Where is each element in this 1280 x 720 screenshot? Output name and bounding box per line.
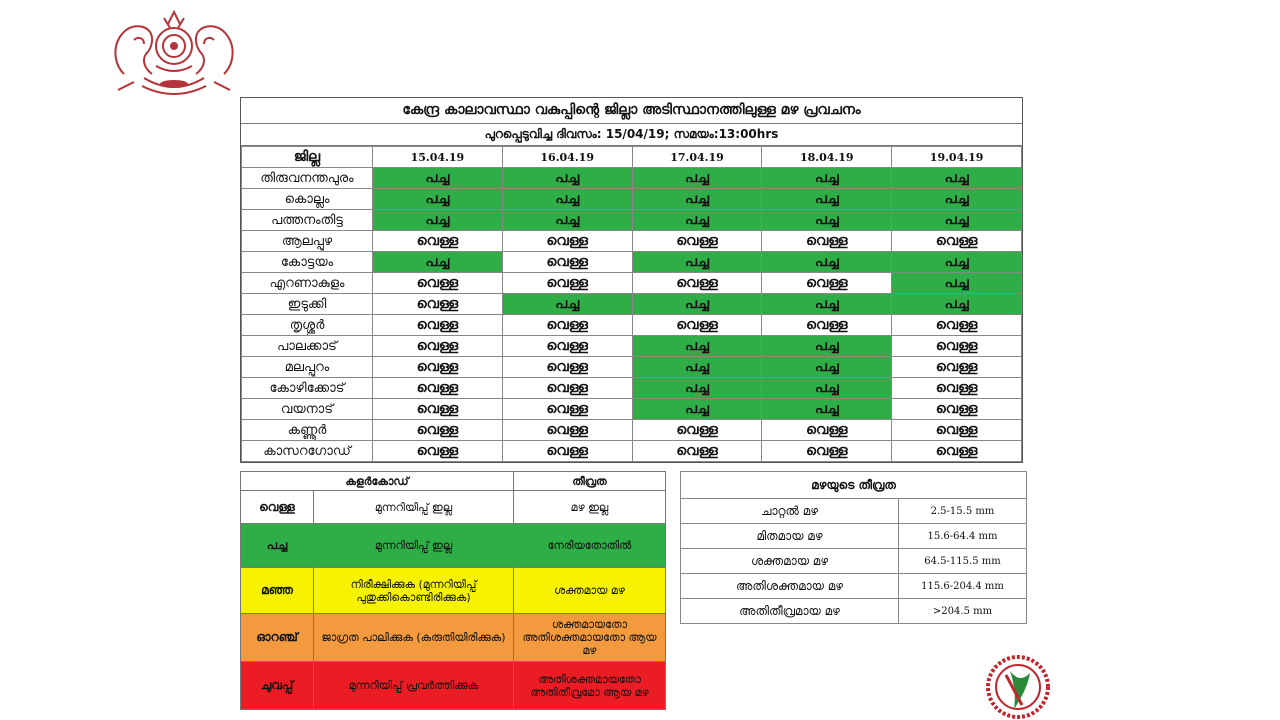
published-info: പുറപ്പെടുവിച്ച ദിവസം: 15/04/19; സമയം:13:00hrs: [241, 124, 1022, 146]
forecast-cell: പച്ച: [762, 399, 892, 420]
forecast-cell: പച്ച: [632, 294, 762, 315]
forecast-cell: പച്ച: [502, 189, 632, 210]
forecast-cell: വെള്ള: [892, 378, 1022, 399]
forecast-cell: പച്ച: [762, 357, 892, 378]
forecast-cell: വെള്ള: [762, 231, 892, 252]
legend-meaning: നിരീക്ഷിക്കുക (മുന്നറിയിപ്പ് പുതുക്കികൊണ്ടിരിക്കുക): [314, 568, 514, 614]
district-row: [242, 168, 1022, 189]
intensity-row: [681, 574, 1027, 599]
district-row: [242, 231, 1022, 252]
forecast-cell: വെള്ള: [502, 315, 632, 336]
legend-row-yellow: [241, 568, 666, 614]
intensity-header: മഴയുടെ തീവ്രത: [681, 472, 1027, 499]
forecast-cell: വെള്ള: [373, 273, 503, 294]
legend-row-green: [241, 524, 666, 568]
forecast-cell: പച്ച: [762, 189, 892, 210]
legend-meaning: മുന്നറിയിപ്പ് ഇല്ല: [314, 491, 514, 524]
forecast-cell: വെള്ള: [502, 420, 632, 441]
forecast-cell: വെള്ള: [892, 441, 1022, 462]
date-header: 16.04.19: [502, 147, 632, 168]
forecast-cell: പച്ച: [502, 294, 632, 315]
district-name: കോഴിക്കോട്: [242, 378, 373, 399]
district-forecast-table: [240, 97, 1023, 463]
legend-intensity: ശക്തമായ മഴ: [514, 568, 666, 614]
forecast-cell: പച്ച: [762, 378, 892, 399]
legend-meaning: ജാഗ്രത പാലിക്കുക (കരുതിയിരിക്കുക): [314, 614, 514, 662]
district-row: [242, 252, 1022, 273]
forecast-cell: പച്ച: [892, 273, 1022, 294]
legend-meaning: മുന്നറിയിപ്പ് ഇല്ല: [314, 524, 514, 568]
forecast-cell: പച്ച: [892, 294, 1022, 315]
forecast-cell: വെള്ള: [632, 273, 762, 294]
district-row: [242, 420, 1022, 441]
district-name: എറണാകുളം: [242, 273, 373, 294]
date-header: 18.04.19: [762, 147, 892, 168]
intensity-row: [681, 499, 1027, 524]
forecast-cell: വെള്ള: [373, 357, 503, 378]
forecast-cell: വെള്ള: [892, 420, 1022, 441]
forecast-cell: പച്ച: [632, 357, 762, 378]
intensity-name: ശക്തമായ മഴ: [681, 549, 899, 574]
forecast-cell: പച്ച: [762, 336, 892, 357]
forecast-cell: വെള്ള: [373, 399, 503, 420]
district-row: [242, 357, 1022, 378]
forecast-cell: വെള്ള: [502, 252, 632, 273]
forecast-cell: വെള്ള: [632, 231, 762, 252]
legend-code: ചുവപ്പ്: [241, 662, 314, 710]
forecast-cell: പച്ച: [892, 168, 1022, 189]
legend-code: പച്ച: [241, 524, 314, 568]
intensity-name: മിതമായ മഴ: [681, 524, 899, 549]
forecast-cell: വെള്ള: [502, 357, 632, 378]
district-name: ഇടുക്കി: [242, 294, 373, 315]
legend-code: വെള്ള: [241, 491, 314, 524]
district-name: തൃശ്ശൂർ: [242, 315, 373, 336]
intensity-name: അതിശക്തമായ മഴ: [681, 574, 899, 599]
forecast-cell: വെള്ള: [892, 315, 1022, 336]
district-name: കണ്ണൂർ: [242, 420, 373, 441]
district-row: [242, 441, 1022, 462]
intensity-row: [681, 599, 1027, 624]
kerala-state-emblem-icon: [104, 4, 244, 100]
forecast-cell: പച്ച: [892, 189, 1022, 210]
legend-row-red: [241, 662, 666, 710]
forecast-cell: വെള്ള: [502, 441, 632, 462]
forecast-cell: വെള്ള: [373, 420, 503, 441]
ksdma-logo-icon: [970, 645, 1066, 720]
district-column-header: ജില്ല: [242, 147, 373, 168]
intensity-row: [681, 524, 1027, 549]
forecast-cell: പച്ച: [632, 210, 762, 231]
forecast-cell: പച്ച: [762, 210, 892, 231]
forecast-cell: പച്ച: [762, 294, 892, 315]
forecast-cell: പച്ച: [632, 168, 762, 189]
forecast-cell: വെള്ള: [373, 231, 503, 252]
intensity-range: 64.5-115.5 mm: [899, 549, 1027, 574]
forecast-cell: വെള്ള: [892, 399, 1022, 420]
intensity-range: >204.5 mm: [899, 599, 1027, 624]
district-row: [242, 210, 1022, 231]
forecast-cell: പച്ച: [373, 252, 503, 273]
date-header: 15.04.19: [373, 147, 503, 168]
forecast-cell: വെള്ള: [373, 336, 503, 357]
rain-intensity-table: [680, 471, 1027, 624]
district-row: [242, 294, 1022, 315]
legend-table: [240, 471, 666, 710]
forecast-cell: വെള്ള: [762, 420, 892, 441]
forecast-cell: പച്ച: [632, 378, 762, 399]
color-code-legend: [240, 471, 666, 710]
forecast-cell: പച്ച: [373, 210, 503, 231]
legend-intensity: അതിശക്തമായതോ അതിതീവ്രമോ ആയ മഴ: [514, 662, 666, 710]
forecast-cell: വെള്ള: [373, 315, 503, 336]
district-row: [242, 399, 1022, 420]
forecast-cell: പച്ച: [373, 168, 503, 189]
forecast-cell: വെള്ള: [373, 294, 503, 315]
forecast-cell: വെള്ള: [762, 441, 892, 462]
legend-intensity: ശക്തമായതോ അതിശക്തമായതോ ആയ മഴ: [514, 614, 666, 662]
district-name: തിരുവനന്തപുരം: [242, 168, 373, 189]
district-row: [242, 273, 1022, 294]
forecast-cell: പച്ച: [892, 210, 1022, 231]
legend-intensity: മഴ ഇല്ല: [514, 491, 666, 524]
forecast-cell: വെള്ള: [632, 420, 762, 441]
forecast-cell: വെള്ള: [373, 378, 503, 399]
forecast-cell: പച്ച: [632, 189, 762, 210]
legend-row-white: [241, 491, 666, 524]
forecast-cell: വെള്ള: [502, 273, 632, 294]
legend-meaning: മുന്നറിയിപ്പ് പ്രവർത്തിക്കുക: [314, 662, 514, 710]
forecast-cell: പച്ച: [762, 168, 892, 189]
forecast-cell: പച്ച: [502, 210, 632, 231]
intensity-range: 115.6-204.4 mm: [899, 574, 1027, 599]
district-name: പത്തനംതിട്ട: [242, 210, 373, 231]
forecast-cell: വെള്ള: [632, 441, 762, 462]
intensity-range: 2.5-15.5 mm: [899, 499, 1027, 524]
intensity-grid: [680, 471, 1027, 624]
forecast-cell: വെള്ള: [502, 231, 632, 252]
forecast-cell: വെള്ള: [892, 336, 1022, 357]
legend-code: മഞ്ഞ: [241, 568, 314, 614]
district-name: ആലപ്പുഴ: [242, 231, 373, 252]
legend-header-row: [241, 472, 666, 491]
intensity-range: 15.6-64.4 mm: [899, 524, 1027, 549]
legend-intensity: നേരിയതോതിൽ: [514, 524, 666, 568]
district-name: കാസറഗോഡ്: [242, 441, 373, 462]
legend-row-orange: [241, 614, 666, 662]
district-name: വയനാട്: [242, 399, 373, 420]
intensity-name: ചാറ്റൽ മഴ: [681, 499, 899, 524]
forecast-cell: വെള്ള: [502, 336, 632, 357]
district-name: മലപ്പുറം: [242, 357, 373, 378]
forecast-cell: പച്ച: [502, 168, 632, 189]
forecast-cell: പച്ച: [632, 336, 762, 357]
legend-code: ഓറഞ്ച്: [241, 614, 314, 662]
forecast-cell: പച്ച: [632, 399, 762, 420]
forecast-cell: വെള്ള: [762, 273, 892, 294]
forecast-cell: പച്ച: [632, 252, 762, 273]
forecast-cell: വെള്ള: [632, 315, 762, 336]
district-name: പാലക്കാട്: [242, 336, 373, 357]
date-header: 17.04.19: [632, 147, 762, 168]
intensity-header-row: [681, 472, 1027, 499]
district-row: [242, 336, 1022, 357]
forecast-cell: വെള്ള: [373, 441, 503, 462]
forecast-title: കേന്ദ്ര കാലാവസ്ഥാ വകുപ്പിന്റെ ജില്ലാ അടിസ്ഥാനത്തിലുള്ള മഴ പ്രവചനം: [241, 98, 1022, 124]
intensity-name: അതിതീവ്രമായ മഴ: [681, 599, 899, 624]
forecast-cell: പച്ച: [892, 252, 1022, 273]
intensity-row: [681, 549, 1027, 574]
forecast-cell: പച്ച: [373, 189, 503, 210]
forecast-cell: പച്ച: [762, 252, 892, 273]
forecast-grid: [241, 146, 1022, 462]
forecast-cell: വെള്ള: [892, 357, 1022, 378]
forecast-cell: വെള്ള: [502, 378, 632, 399]
forecast-header-row: [242, 147, 1022, 168]
legend-intensity-header: തീവ്രത: [514, 472, 666, 491]
district-row: [242, 315, 1022, 336]
forecast-cell: വെള്ള: [762, 315, 892, 336]
forecast-cell: വെള്ള: [502, 399, 632, 420]
district-row: [242, 378, 1022, 399]
district-name: കൊല്ലം: [242, 189, 373, 210]
date-header: 19.04.19: [892, 147, 1022, 168]
district-name: കോട്ടയം: [242, 252, 373, 273]
legend-color-code-header: കളർകോഡ്: [241, 472, 514, 491]
forecast-cell: വെള്ള: [892, 231, 1022, 252]
district-row: [242, 189, 1022, 210]
